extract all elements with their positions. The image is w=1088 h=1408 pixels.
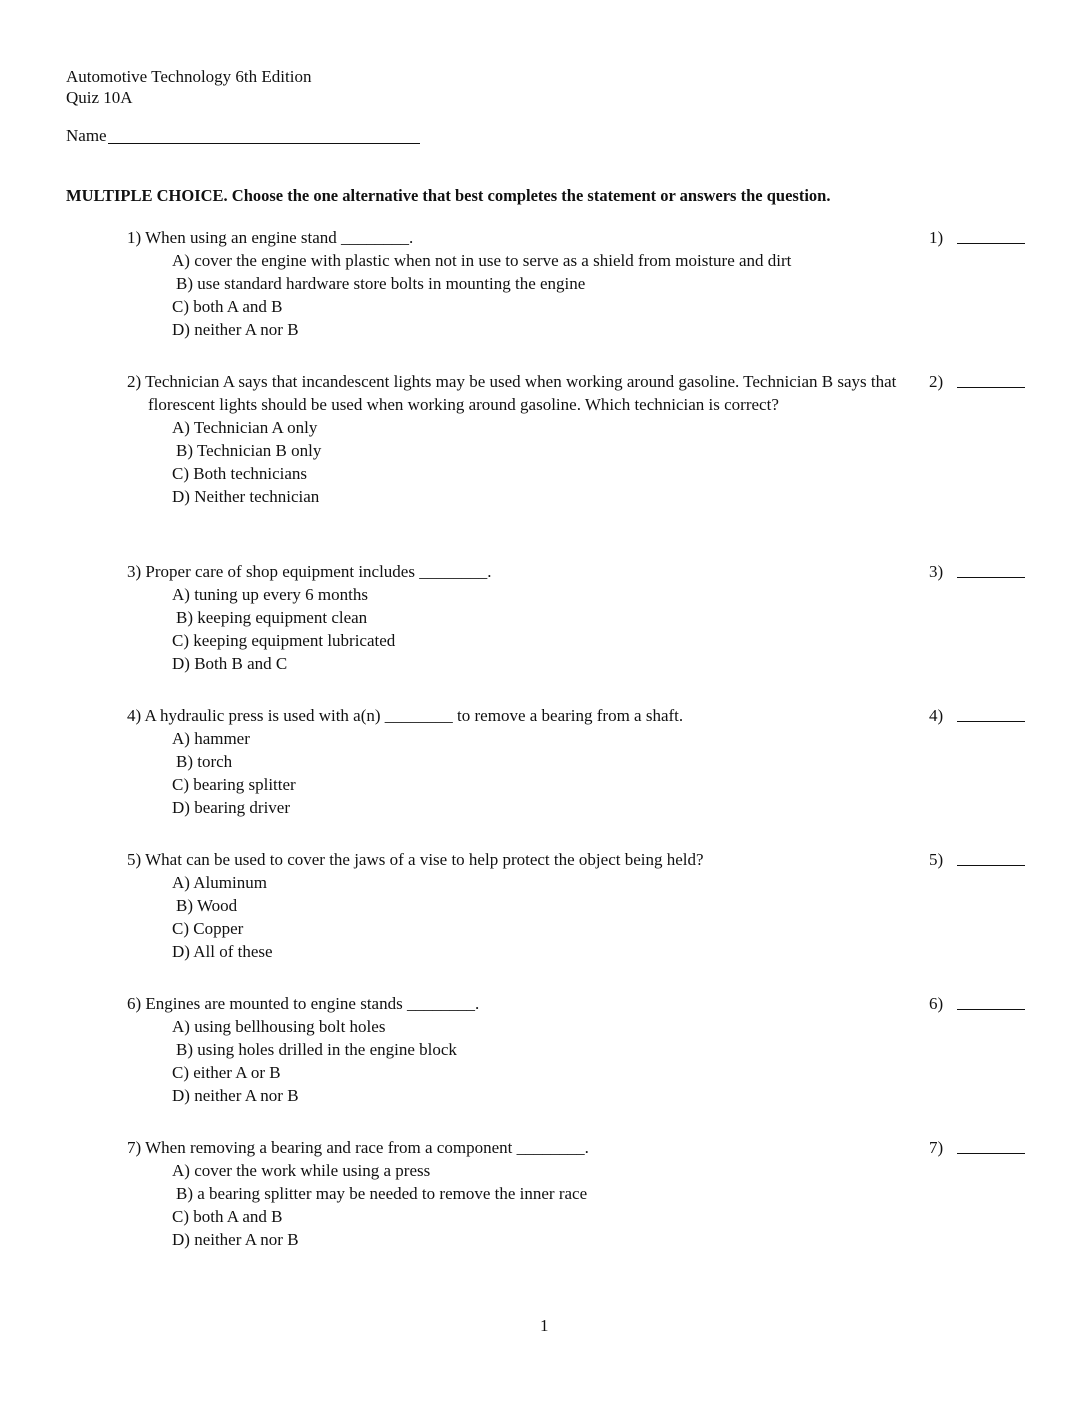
answer-option: C) Copper xyxy=(172,919,244,938)
answer-option: B) keeping equipment clean xyxy=(176,608,368,627)
answer-option: C) Both technicians xyxy=(172,464,308,483)
question-7 xyxy=(127,1136,1087,1251)
question-text: 6) Engines are mounted to engine stands ________. xyxy=(127,994,480,1013)
answer-blank[interactable] xyxy=(957,865,1025,866)
name-blank-line xyxy=(108,143,420,144)
question-4 xyxy=(127,704,1087,819)
answer-blank[interactable] xyxy=(957,721,1025,722)
answer-option: B) torch xyxy=(176,752,233,771)
question-text: 3) Proper care of shop equipment includes ________. xyxy=(127,562,492,581)
answer-option: A) tuning up every 6 months xyxy=(172,585,368,604)
question-text: 4) A hydraulic press is used with a(n) ________ to remove a bearing from a shaft. xyxy=(127,706,684,725)
answer-number: 6) xyxy=(929,994,944,1013)
answer-option: A) using bellhousing bolt holes xyxy=(172,1017,386,1036)
question-5 xyxy=(127,848,1087,963)
answer-option: B) a bearing splitter may be needed to remove the inner race xyxy=(176,1184,588,1203)
answer-option: A) Technician A only xyxy=(172,418,318,437)
answer-option: C) either A or B xyxy=(172,1063,281,1082)
question-text: 1) When using an engine stand ________. xyxy=(127,228,414,247)
answer-option: D) bearing driver xyxy=(172,798,291,817)
answer-option: A) Aluminum xyxy=(172,873,267,892)
quiz-label: Quiz 10A xyxy=(66,88,133,107)
answer-option: D) Both B and C xyxy=(172,654,288,673)
document-title: Automotive Technology 6th Edition xyxy=(66,67,312,86)
answer-number: 7) xyxy=(929,1138,944,1157)
instructions: MULTIPLE CHOICE. Choose the one alternative that best completes the statement or answers the question. xyxy=(66,186,831,205)
answer-option: D) neither A nor B xyxy=(172,1086,299,1105)
answer-option: C) keeping equipment lubricated xyxy=(172,631,396,650)
answer-number: 1) xyxy=(929,228,944,247)
answer-option: C) both A and B xyxy=(172,1207,283,1226)
answer-blank[interactable] xyxy=(957,1009,1025,1010)
answer-blank[interactable] xyxy=(957,577,1025,578)
answer-option: D) neither A nor B xyxy=(172,320,299,339)
question-3 xyxy=(127,560,1087,675)
answer-option: C) bearing splitter xyxy=(172,775,296,794)
answer-number: 5) xyxy=(929,850,944,869)
answer-option: B) Technician B only xyxy=(176,441,322,460)
answer-option: B) use standard hardware store bolts in mounting the engine xyxy=(176,274,586,293)
answer-option: B) Wood xyxy=(176,896,238,915)
answer-option: D) All of these xyxy=(172,942,273,961)
answer-option: A) hammer xyxy=(172,729,250,748)
answer-option: B) using holes drilled in the engine block xyxy=(176,1040,457,1059)
answer-option: D) Neither technician xyxy=(172,487,320,506)
answer-option: C) both A and B xyxy=(172,297,283,316)
answer-number: 2) xyxy=(929,372,944,391)
answer-blank[interactable] xyxy=(957,387,1025,388)
answer-number: 4) xyxy=(929,706,944,725)
question-1 xyxy=(127,226,1087,341)
answer-number: 3) xyxy=(929,562,944,581)
name-label: Name xyxy=(66,126,107,145)
answer-blank[interactable] xyxy=(957,243,1025,244)
question-text: 2) Technician A says that incandescent lights may be used when working around gasoline. Technician B says that florescent lights should be used when working around gasoline. Which technician is correct? xyxy=(127,372,897,414)
question-text: 5) What can be used to cover the jaws of a vise to help protect the object being held? xyxy=(127,850,704,869)
page-number: 1 xyxy=(540,1316,549,1335)
question-6 xyxy=(127,992,1087,1107)
answer-option: A) cover the engine with plastic when not in use to serve as a shield from moisture and dirt xyxy=(172,251,792,270)
question-2 xyxy=(127,370,1087,508)
answer-option: A) cover the work while using a press xyxy=(172,1161,431,1180)
answer-blank[interactable] xyxy=(957,1153,1025,1154)
answer-option: D) neither A nor B xyxy=(172,1230,299,1249)
question-text: 7) When removing a bearing and race from a component ________. xyxy=(127,1138,589,1157)
